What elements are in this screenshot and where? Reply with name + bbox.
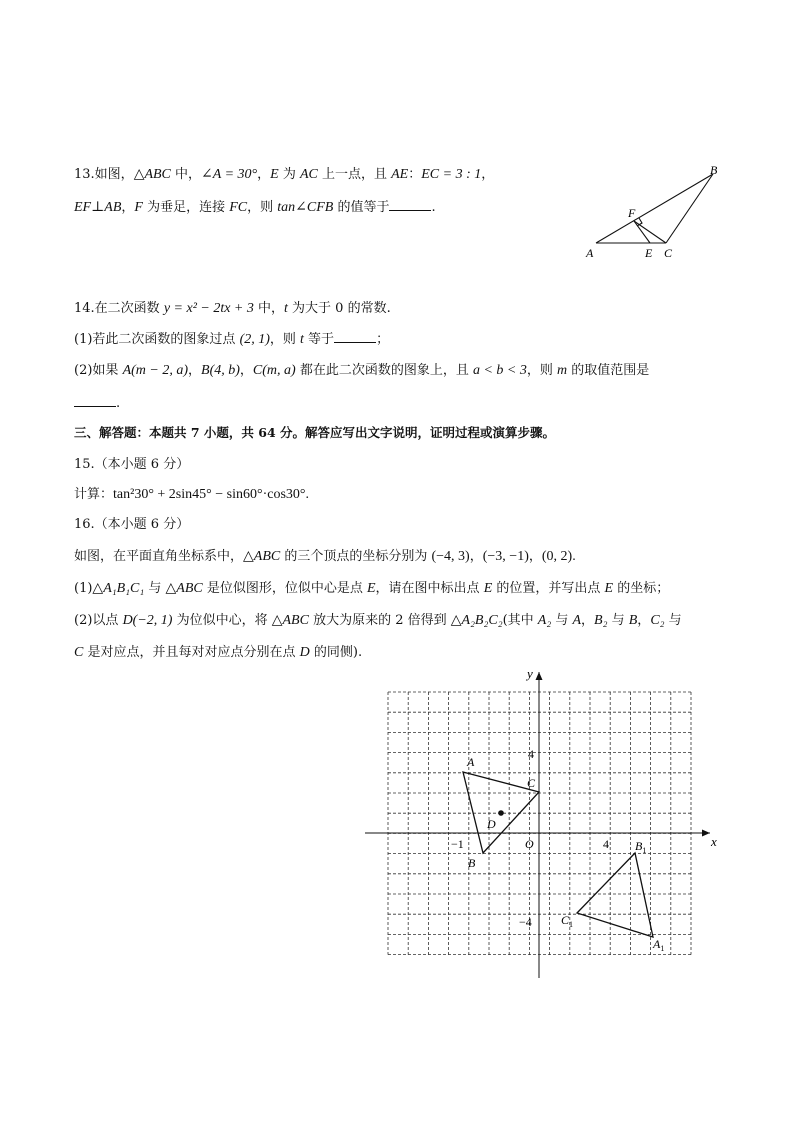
text: ，: [481, 167, 495, 182]
q13-line-1: [74, 166, 494, 184]
math: t: [300, 332, 304, 347]
text: ，: [188, 363, 202, 378]
label-A: A: [586, 246, 594, 260]
answer-blank[interactable]: [389, 198, 431, 211]
text: ，: [257, 167, 271, 182]
q15-title: 15.（本小题 6 分）: [74, 457, 190, 472]
text: 为大于 0 的常数.: [287, 301, 391, 316]
q14-line-1: [74, 300, 391, 318]
text: ；: [376, 332, 390, 347]
math: △ABC: [133, 167, 171, 182]
text: 计算：: [74, 487, 114, 502]
text: (2)如果: [74, 363, 123, 378]
math: A(m − 2, a): [122, 363, 188, 378]
text: ，则: [247, 200, 278, 215]
math: C: [74, 645, 84, 660]
text: 为: [278, 167, 300, 182]
text: 与: [664, 613, 682, 628]
text: ，: [637, 613, 651, 628]
label-A1: $A_1$: [653, 937, 665, 953]
text: ：: [408, 167, 422, 182]
math: AC: [299, 167, 318, 182]
text: 都在此二次函数的图象上，且: [295, 363, 473, 378]
math: D: [299, 645, 310, 660]
text: 是对应点，并且每对对应点分别在点: [83, 645, 300, 660]
math: A: [572, 613, 582, 628]
x-axis-label: x: [711, 834, 717, 849]
label-A: A: [467, 755, 475, 769]
math: E: [366, 581, 376, 596]
x-axis-arrow: [702, 830, 710, 837]
label-C: C: [664, 246, 673, 260]
math: B(4, b): [201, 363, 240, 378]
text: 的位置，并写出点: [492, 581, 605, 596]
text: 为位似中心，将: [172, 613, 272, 628]
text: 与: [551, 613, 573, 628]
math: D(−2, 1): [122, 613, 173, 628]
q16-title: 16.（本小题 6 分）: [74, 517, 190, 532]
math: C₂: [650, 613, 665, 628]
math: F: [134, 200, 143, 215]
math: △A₂B₂C₂: [450, 613, 503, 628]
label-C: C: [527, 776, 536, 790]
math: (2, 1): [239, 332, 270, 347]
text: 上一点，且: [317, 167, 392, 182]
text: ，请在图中标出点: [375, 581, 484, 596]
text: 为垂足，连接: [142, 200, 230, 215]
section-heading: 三、解答题：本题共 7 小题，共 64 分。解答应写出文字说明，证明过程或演算步骤。: [74, 425, 556, 440]
side-BC: [666, 174, 713, 243]
tick-x-4: 4: [603, 837, 609, 851]
text: ，: [528, 549, 542, 564]
text: (1): [74, 581, 93, 596]
text: 的值等于: [333, 200, 390, 215]
q13-triangle-figure: [582, 160, 732, 262]
triangle-A1B1C1: [577, 853, 653, 937]
answer-blank[interactable]: [74, 394, 116, 407]
math: tan∠CFB: [277, 200, 334, 215]
text: (2)以点: [74, 613, 123, 628]
text: ，则: [269, 332, 301, 347]
text: 是位似图形，位似中心是点: [202, 581, 367, 596]
math: A₂: [537, 613, 552, 628]
label-B1: $B_1$: [635, 839, 647, 855]
q14-line-3: [74, 362, 649, 380]
label-E: E: [645, 246, 653, 260]
math: a < b < 3: [472, 363, 527, 378]
q16-coordinate-grid: [355, 660, 725, 985]
math: EC = 3 : 1: [421, 167, 482, 182]
math: △ABC: [165, 581, 203, 596]
right-angle-mark: [637, 218, 642, 226]
math: (0, 2).: [541, 549, 576, 564]
axes: [365, 672, 710, 978]
tick-x-neg1: −1: [451, 837, 464, 851]
label-F: F: [628, 206, 636, 220]
text: ，: [121, 200, 135, 215]
math: ∠A = 30°: [201, 167, 258, 182]
text: 的同侧).: [309, 645, 363, 660]
math: C(m, a): [252, 363, 296, 378]
q16-line-3: [74, 612, 682, 630]
math: E: [604, 581, 614, 596]
side-AB: [596, 174, 713, 243]
text: 13.如图，: [74, 167, 134, 182]
text: 与: [607, 613, 629, 628]
q16-line-1: [74, 548, 576, 566]
q16-line-4: [74, 644, 362, 662]
q14-line-4: [74, 394, 120, 413]
y-axis-arrow: [536, 672, 543, 680]
text: 中，: [170, 167, 202, 182]
q15-body: [74, 486, 309, 504]
point-D: [498, 810, 504, 816]
q16-line-2: [74, 580, 669, 598]
math: EF⊥AB: [74, 200, 122, 215]
q13-line-2: [74, 198, 436, 217]
text: 如图，在平面直角坐标系中，: [74, 549, 244, 564]
text: .: [431, 200, 436, 215]
text: 的坐标；: [613, 581, 670, 596]
text: 放大为原来的 2 倍得到: [308, 613, 451, 628]
origin-label: O: [525, 837, 534, 851]
math: AE: [391, 167, 409, 182]
label-C1: $C_1$: [561, 913, 574, 929]
math: (−4, 3): [431, 549, 470, 564]
text: 14.在二次函数: [74, 301, 164, 316]
math: E: [270, 167, 279, 182]
text: 的取值范围是: [567, 363, 650, 378]
math: t: [284, 301, 288, 316]
answer-blank[interactable]: [334, 330, 376, 343]
text: ，: [239, 363, 253, 378]
text: 等于: [303, 332, 335, 347]
tick-y-neg4: −4: [519, 915, 532, 929]
q14-line-2: [74, 330, 389, 349]
math: m: [557, 363, 568, 378]
math: △A₁B₁C₁: [92, 581, 145, 596]
text: 中，: [253, 301, 285, 316]
math: tan²30° + 2sin45° − sin60°·cos30°.: [113, 487, 310, 502]
label-D: D: [487, 817, 496, 831]
math: y = x² − 2tx + 3: [163, 301, 254, 316]
y-axis-label: y: [527, 666, 533, 681]
text: 的三个顶点的坐标分别为: [280, 549, 432, 564]
math: (−3, −1): [482, 549, 529, 564]
segment-EF: [634, 221, 650, 243]
text: .: [116, 396, 121, 411]
text: (1)若此二次函数的图象过点: [74, 332, 240, 347]
label-B: B: [710, 163, 718, 177]
math: △ABC: [243, 549, 281, 564]
text: ，则: [526, 363, 558, 378]
text: (其中: [502, 613, 538, 628]
math: △ABC: [271, 613, 309, 628]
tick-y-4: 4: [528, 747, 534, 761]
math: FC: [229, 200, 248, 215]
math: B: [628, 613, 638, 628]
label-B: B: [468, 856, 476, 870]
math: E: [483, 581, 493, 596]
text: ，: [581, 613, 595, 628]
text: ，: [469, 549, 483, 564]
math: B₂: [594, 613, 608, 628]
text: 与: [144, 581, 166, 596]
